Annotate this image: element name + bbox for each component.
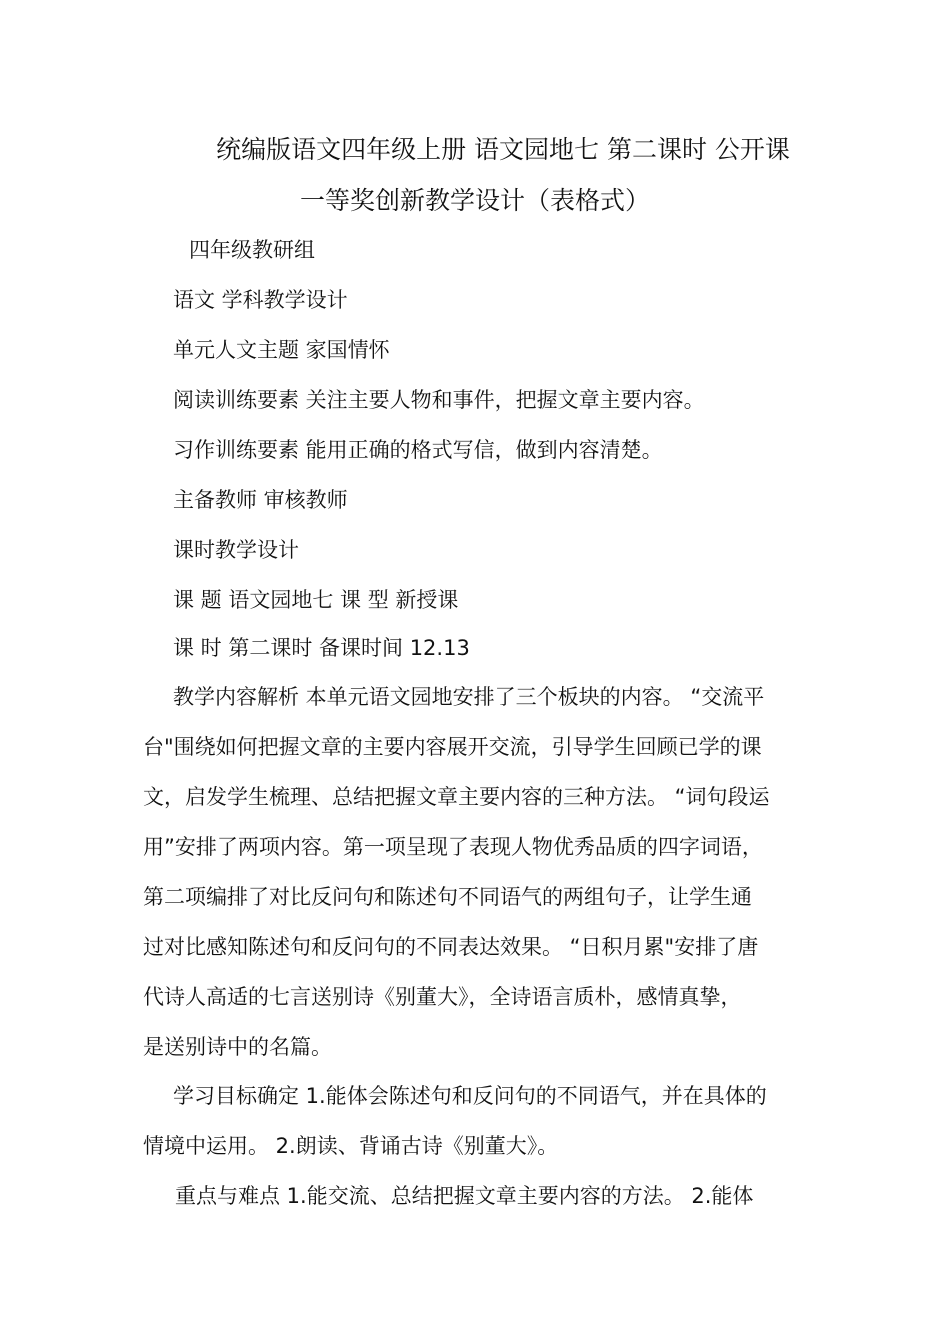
info-line-writing-element: 习作训练要素 能用正确的格式写信，做到内容清楚。 <box>173 438 663 462</box>
content-analysis-row: 是送别诗中的名篇。 <box>143 1035 332 1059</box>
info-line-theme: 单元人文主题 家国情怀 <box>173 338 390 362</box>
content-analysis-row: 文，启发学生梳理、总结把握文章主要内容的三种方法。 “词句段运 <box>143 785 770 809</box>
objectives-row: 学习目标确定 1.能体会陈述句和反问句的不同语气，并在具体的 <box>173 1084 767 1108</box>
info-line-reading-element: 阅读训练要素 关注主要人物和事件，把握文章主要内容。 <box>173 388 705 412</box>
document-title-line-1: 统编版语文四年级上册 语文园地七 第二课时 公开课 <box>216 135 790 164</box>
content-analysis-row: 台"围绕如何把握文章的主要内容展开交流，引导学生回顾已学的课 <box>143 735 762 759</box>
key-points-row: 重点与难点 1.能交流、总结把握文章主要内容的方法。 2.能体 <box>175 1184 754 1208</box>
content-analysis-row: 教学内容解析 本单元语文园地安排了三个板块的内容。 “交流平 <box>173 685 765 709</box>
content-analysis-row: 第二项编排了对比反问句和陈述句不同语气的两组句子，让学生通 <box>143 885 752 909</box>
content-analysis-paragraph <box>143 672 807 1072</box>
info-line-lesson-design: 课时教学设计 <box>173 538 299 562</box>
info-line-subject: 语文 学科教学设计 <box>173 288 348 312</box>
info-line-period: 课 时 第二课时 备课时间 12.13 <box>173 636 470 660</box>
objectives-paragraph <box>143 1071 807 1171</box>
content-analysis-row: 过对比感知陈述句和反问句的不同表达效果。 “日积月累"安排了唐 <box>143 935 759 959</box>
teaching-group: 四年级教研组 <box>189 238 315 262</box>
info-line-topic: 课 题 语文园地七 课 型 新授课 <box>173 588 459 612</box>
objectives-row: 情境中运用。 2.朗读、背诵古诗《别董大》。 <box>143 1134 559 1158</box>
info-line-teachers: 主备教师 审核教师 <box>173 488 348 512</box>
document-title-line-2: 一等奖创新教学设计（表格式） <box>299 186 650 215</box>
key-points-paragraph <box>143 1171 807 1221</box>
content-analysis-row: 代诗人高适的七言送别诗《别董大》，全诗语言质朴，感情真挚， <box>143 985 742 1009</box>
content-analysis-row: 用”安排了两项内容。第一项呈现了表现人物优秀品质的四字词语， <box>143 835 763 859</box>
